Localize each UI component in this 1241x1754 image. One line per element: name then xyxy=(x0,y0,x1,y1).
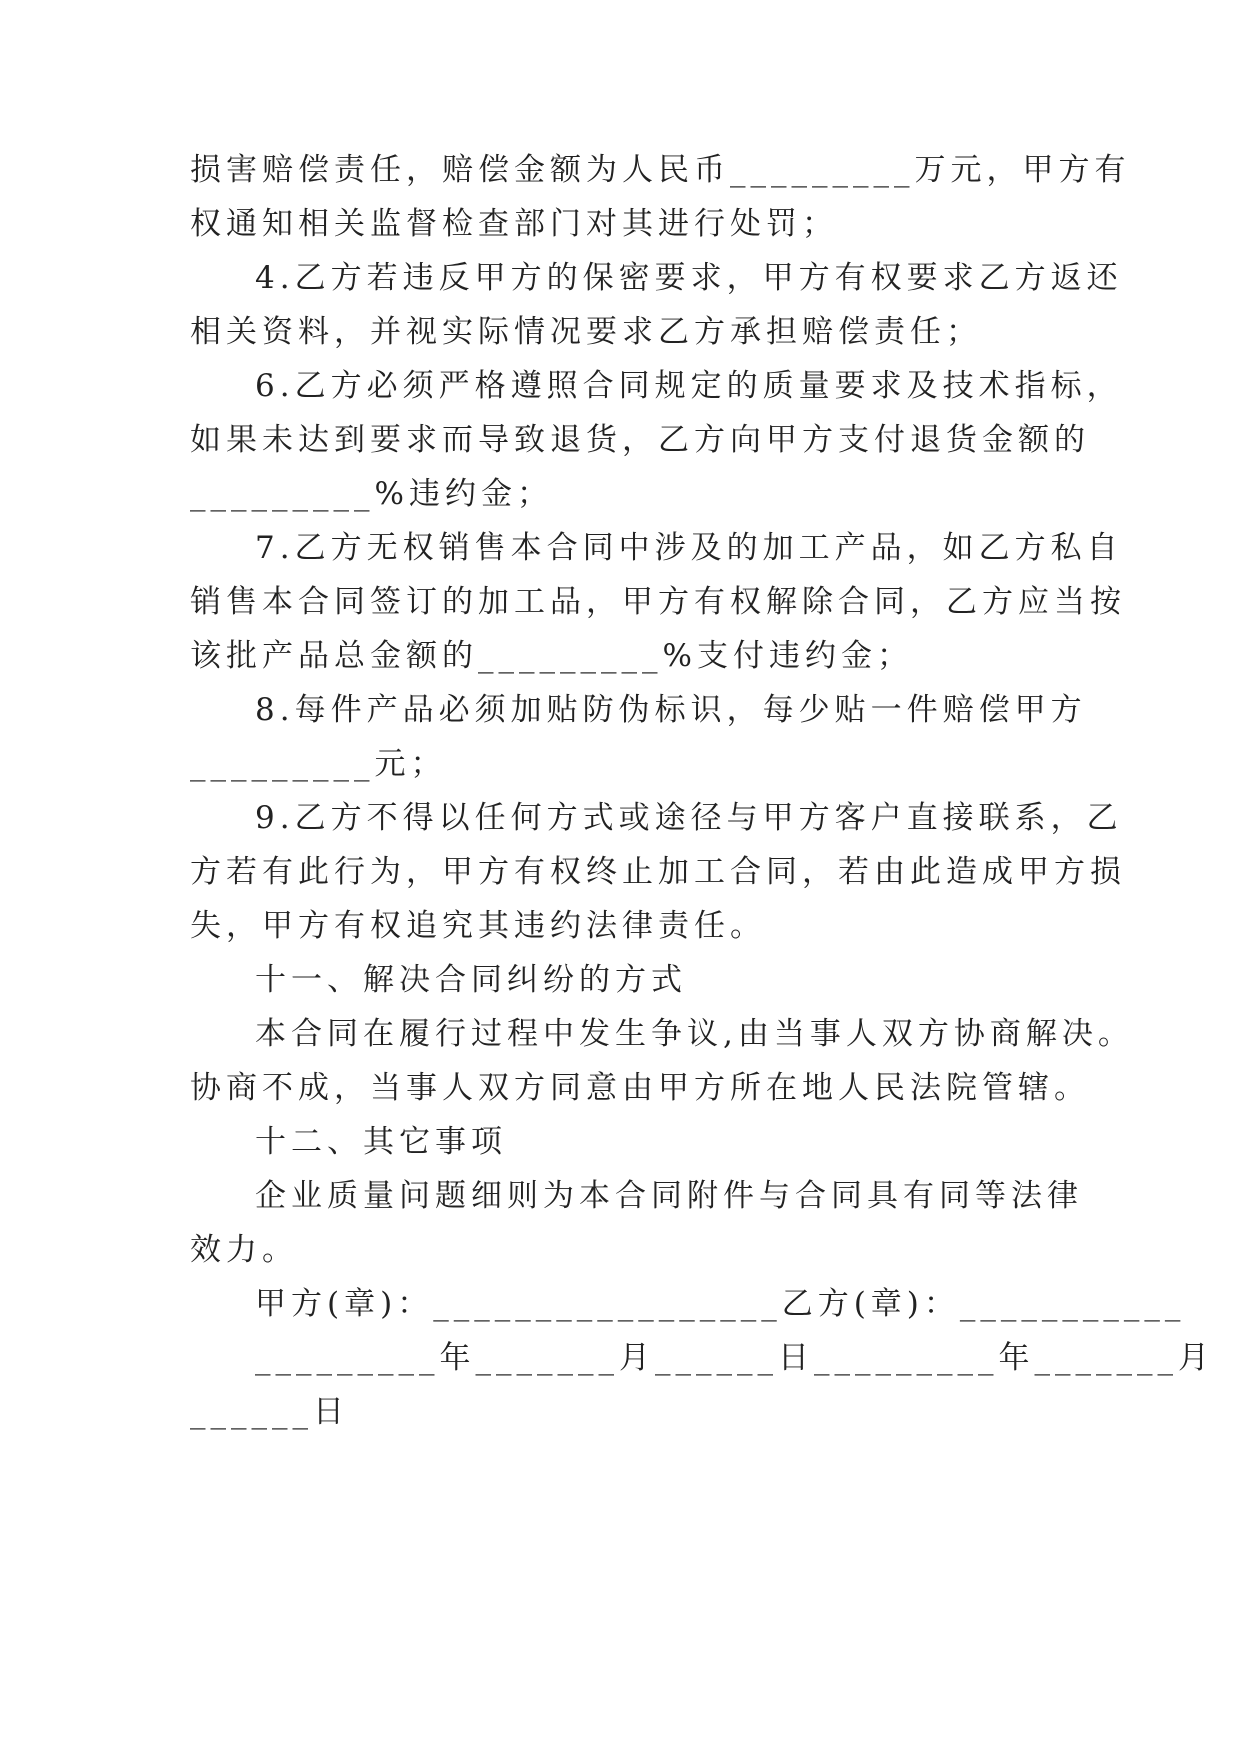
text-line: 相关资料，并视实际情况要求乙方承担赔偿责任； xyxy=(190,314,982,350)
section-heading-12: 十二、其它事项 xyxy=(255,1124,507,1160)
text-line: _________元； xyxy=(190,746,447,782)
text-line: 失，甲方有权追究其违约法律责任。 xyxy=(190,908,766,944)
section-heading-11: 十一、解决合同纠纷的方式 xyxy=(255,962,687,998)
text-line: _________%违约金； xyxy=(190,476,553,512)
clause-4: 4.乙方若违反甲方的保密要求，甲方有权要求乙方返还 xyxy=(255,260,1123,296)
signature-line: 甲方(章)：_________________乙方(章)：___________ xyxy=(255,1286,1186,1322)
clause-7: 7.乙方无权销售本合同中涉及的加工产品，如乙方私自 xyxy=(255,530,1123,566)
text-line: 销售本合同签订的加工品，甲方有权解除合同，乙方应当按 xyxy=(190,584,1126,620)
date-line: _________年_______月______日_________年_______月 xyxy=(255,1340,1214,1376)
text-line: 损害赔偿责任，赔偿金额为人民币_________万元，甲方有 xyxy=(190,152,1131,188)
text-line: 企业质量问题细则为本合同附件与合同具有同等法律 xyxy=(255,1178,1083,1214)
text-line: 如果未达到要求而导致退货，乙方向甲方支付退货金额的 xyxy=(190,422,1090,458)
clause-8: 8.每件产品必须加贴防伪标识，每少贴一件赔偿甲方 xyxy=(255,692,1087,728)
clause-9: 9.乙方不得以任何方式或途径与甲方客户直接联系，乙 xyxy=(255,800,1123,836)
text-line: 本合同在履行过程中发生争议,由当事人双方协商解决。 xyxy=(255,1016,1134,1052)
text-line: 方若有此行为，甲方有权终止加工合同，若由此造成甲方损 xyxy=(190,854,1126,890)
text-line: 协商不成，当事人双方同意由甲方所在地人民法院管辖。 xyxy=(190,1070,1090,1106)
date-line: ______日 xyxy=(190,1394,349,1430)
text-line: 权通知相关监督检查部门对其进行处罚； xyxy=(190,206,838,242)
text-line: 效力。 xyxy=(190,1232,298,1268)
clause-6: 6.乙方必须严格遵照合同规定的质量要求及技术指标， xyxy=(255,368,1123,404)
text-line: 该批产品总金额的_________%支付违约金； xyxy=(190,638,913,674)
